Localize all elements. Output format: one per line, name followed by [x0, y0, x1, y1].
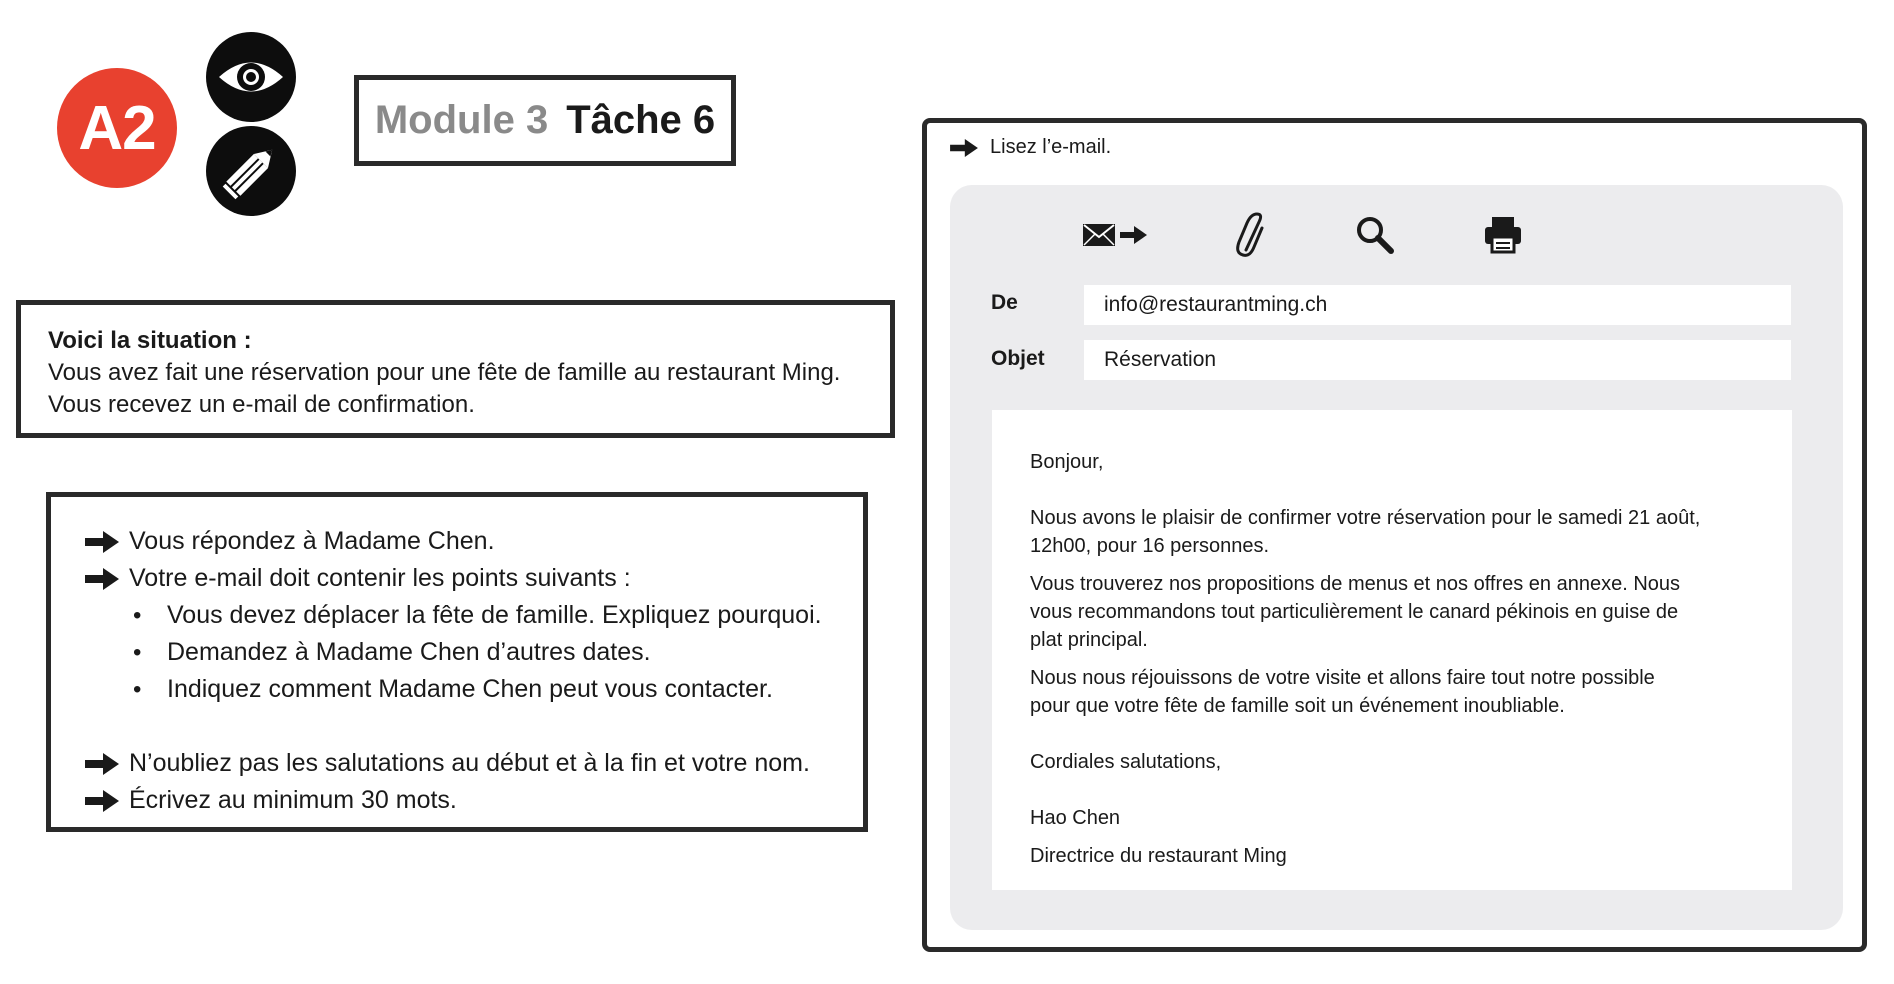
task-instructions-box [46, 492, 868, 832]
email-paragraph: Vous trouverez nos propositions de menus et nos offres en annexe. Nous [1030, 573, 1681, 595]
task-label: Tâche 6 [566, 98, 716, 142]
email-paragraph: plat principal. [1030, 629, 1148, 651]
email-signature-title: Directrice du restaurant Ming [1030, 845, 1287, 867]
email-paragraph: Nous nous réjouissons de votre visite et allons faire tout notre possible [1030, 667, 1655, 689]
email-paragraph: Nous avons le plaisir de confirmer votre réservation pour le samedi 21 août, [1030, 507, 1701, 529]
level-badge: A2 [57, 68, 177, 188]
bullet-dot: • [133, 638, 142, 666]
situation-line: Vous avez fait une réservation pour une fête de famille au restaurant Ming. [48, 359, 841, 386]
email-instruction [950, 136, 1111, 159]
email-body [992, 410, 1792, 890]
task-item [85, 782, 863, 819]
task-item-text: N’oubliez pas les salutations au début et à la fin et votre nom. [129, 749, 810, 777]
module-title-box [354, 75, 736, 166]
subject-label: Objet [991, 347, 1045, 370]
email-paragraph: 12h00, pour 16 personnes. [1030, 535, 1270, 557]
email-paragraph: pour que votre fête de famille soit un événement inoubliable. [1030, 695, 1565, 717]
search-icon[interactable] [1340, 210, 1410, 260]
bullet-dot: • [133, 675, 142, 703]
email-instruction-text: Lisez l’e-mail. [990, 136, 1112, 158]
paperclip-icon[interactable] [1218, 210, 1288, 260]
email-signature-name: Hao Chen [1030, 807, 1121, 829]
email-greeting: Bonjour, [1030, 451, 1104, 473]
email-closing: Cordiales salutations, [1030, 751, 1222, 773]
task-bullet [85, 634, 863, 671]
bullet-dot: • [133, 601, 142, 629]
task-bullet [85, 671, 863, 708]
pencil-icon [206, 126, 296, 216]
subject-value: Réservation [1104, 348, 1217, 371]
situation-line: Vous recevez un e-mail de confirmation. [48, 391, 475, 418]
situation-box [16, 300, 895, 438]
task-item-text: Écrivez au minimum 30 mots. [129, 786, 457, 814]
task-item-text: Vous répondez à Madame Chen. [129, 527, 495, 555]
eye-icon [206, 32, 296, 122]
arrow-right-icon [950, 139, 978, 157]
situation-title: Voici la situation : [48, 327, 252, 354]
task-bullet-text: Indiquez comment Madame Chen peut vous contacter. [167, 675, 773, 703]
task-item [85, 523, 863, 560]
module-label: Module 3 [374, 98, 549, 142]
arrow-right-icon [85, 531, 119, 553]
printer-icon[interactable] [1468, 210, 1538, 260]
task-bullet [85, 597, 863, 634]
arrow-right-icon [85, 568, 119, 590]
task-item [85, 560, 863, 597]
email-paragraph: vous recommandons tout particulièrement le canard pékinois en guise de [1030, 601, 1679, 623]
send-icon[interactable] [1080, 210, 1150, 260]
subject-field[interactable] [1084, 340, 1791, 380]
task-bullet-text: Vous devez déplacer la fête de famille. Expliquez pourquoi. [167, 601, 822, 629]
task-bullet-text: Demandez à Madame Chen d’autres dates. [167, 638, 651, 666]
arrow-right-icon [85, 753, 119, 775]
from-value: info@restaurantming.ch [1104, 293, 1328, 316]
task-item [85, 745, 863, 782]
from-field[interactable] [1084, 285, 1791, 325]
task-item-text: Votre e-mail doit contenir les points suivants : [129, 564, 631, 592]
from-label: De [991, 291, 1018, 314]
arrow-right-icon [85, 790, 119, 812]
